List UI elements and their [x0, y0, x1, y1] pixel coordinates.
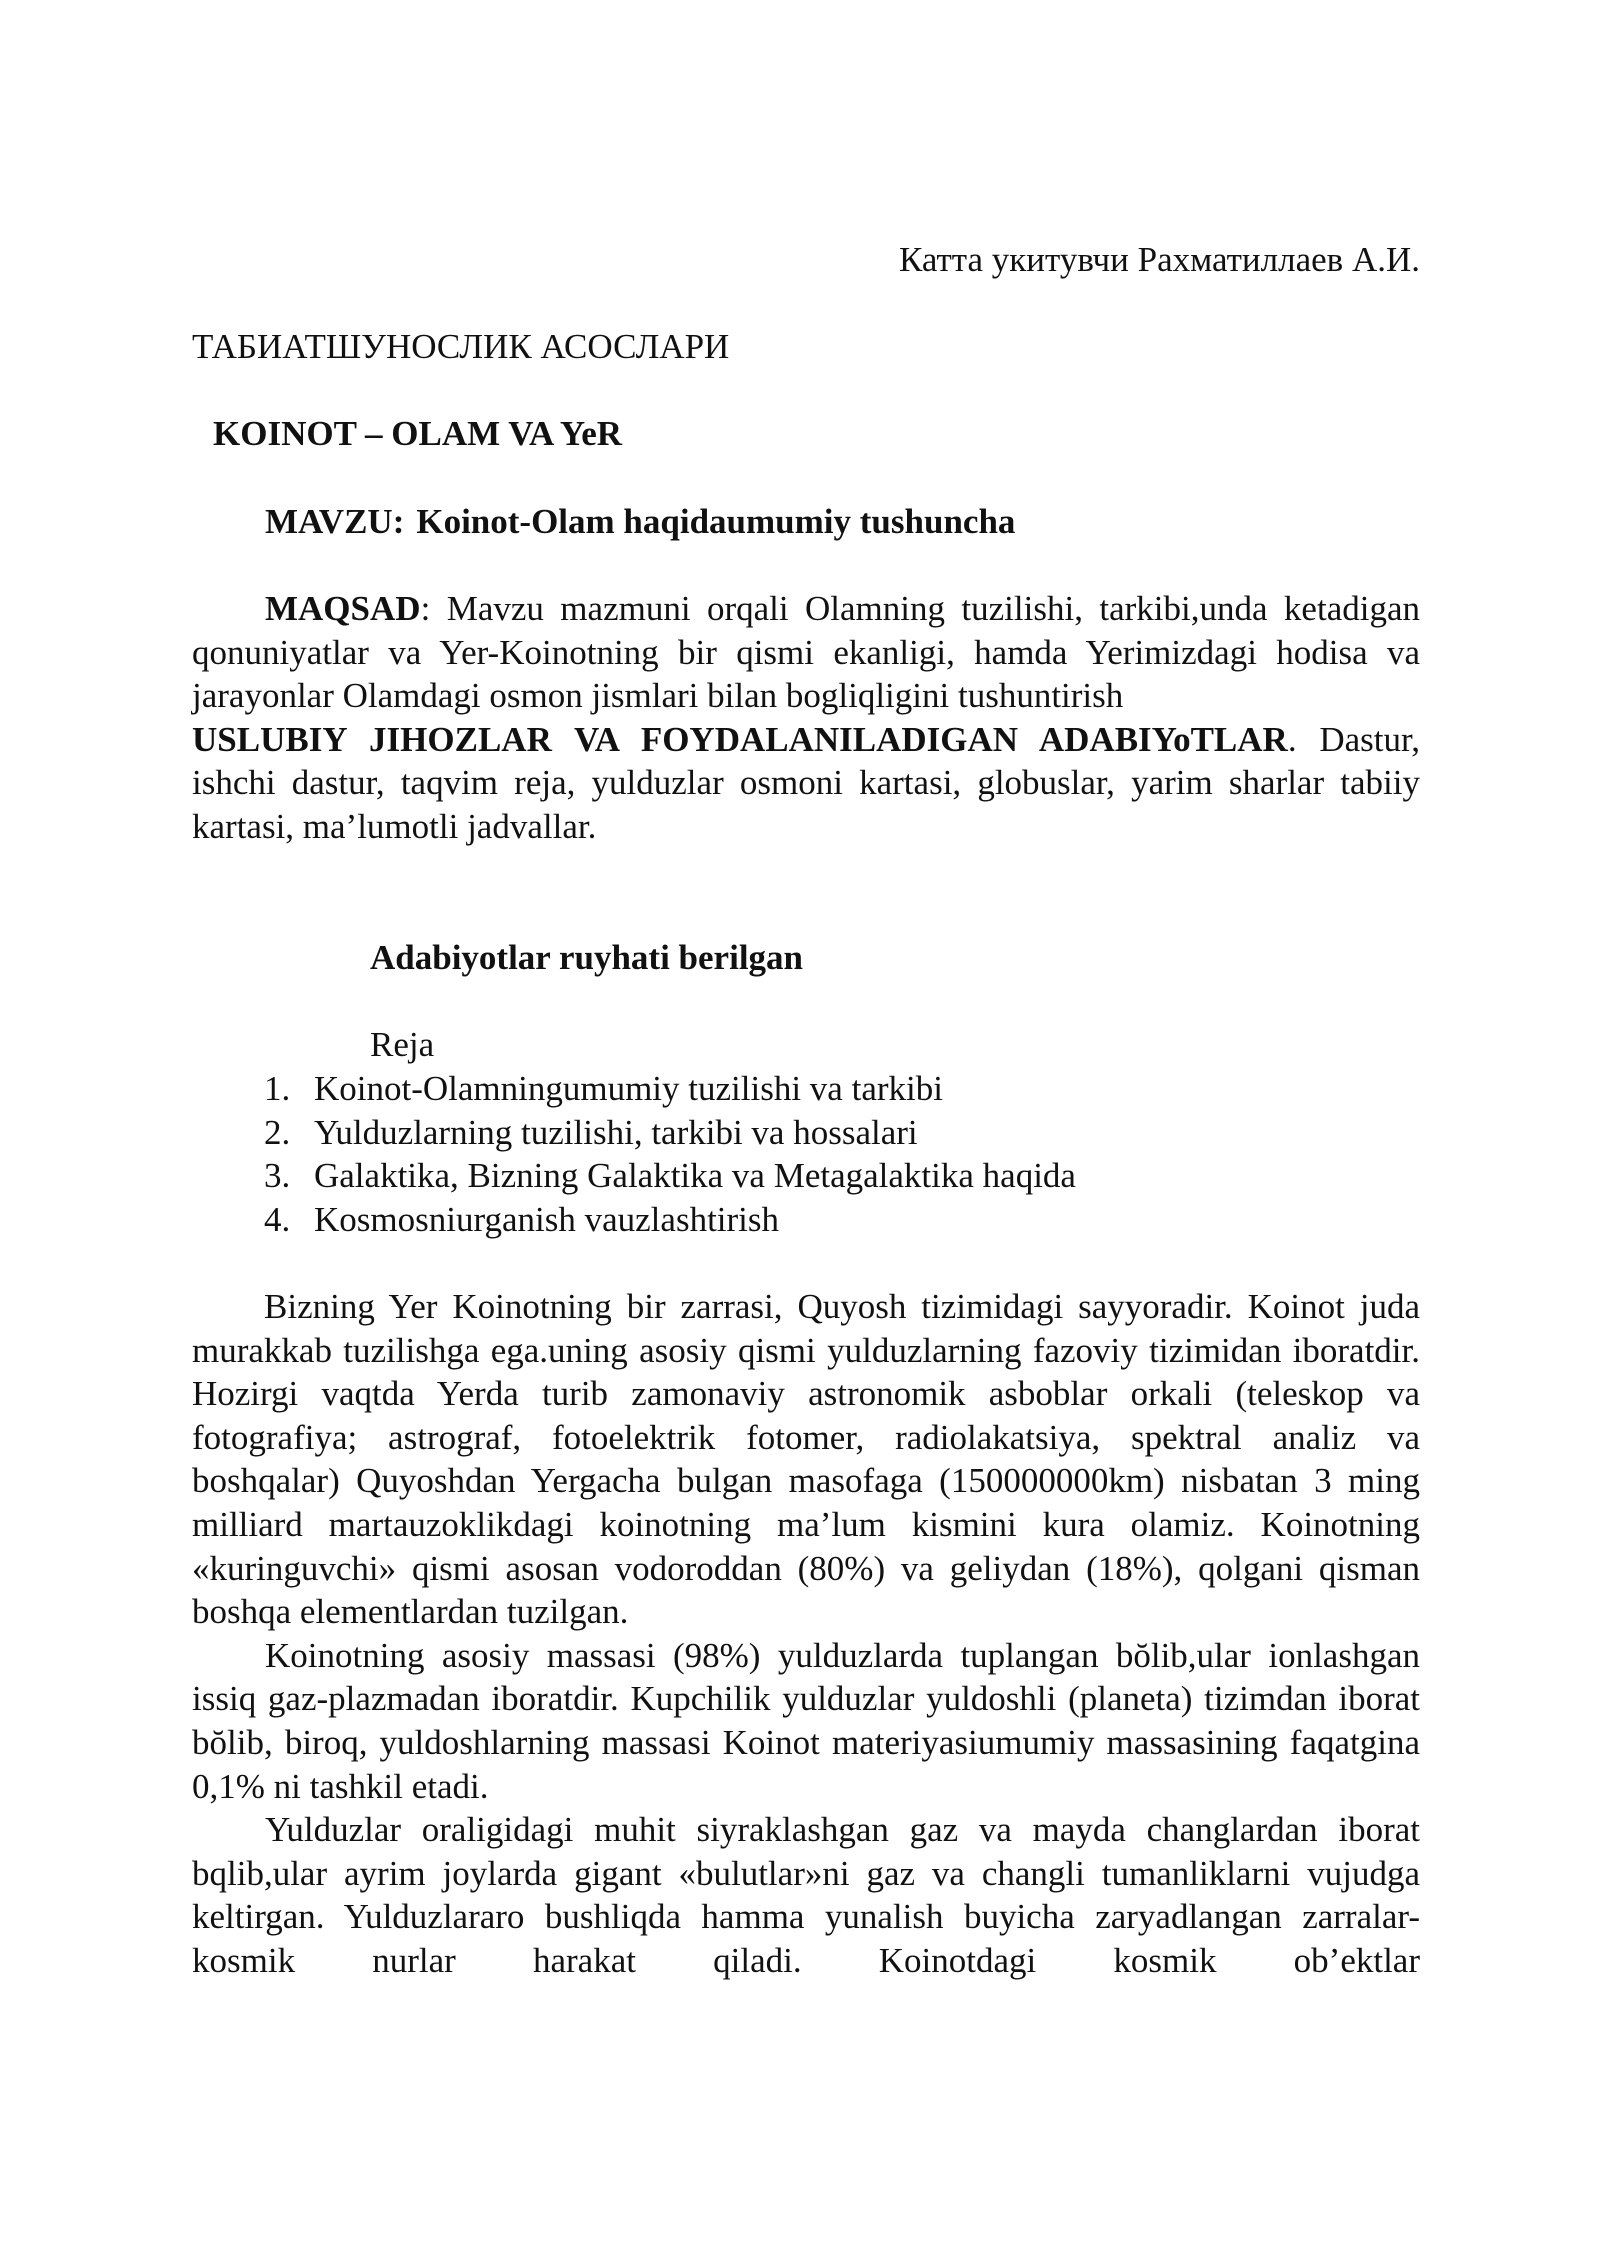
body-paragraph-2: Koinotning asosiy massasi (98%) yulduzlarda tuplangan bŏlib,ular ionlashgan issiq gaz-plazmadan iboratdir. Kupchilik yulduzlar yuldoshli (planeta) tizimdan iborat bŏlib, biroq, yuldoshlarning massasi Koinot materiyasiumumiy massasining faqatgina 0,1% ni tashkil etadi. [192, 1635, 1420, 1806]
plan-list [192, 1067, 1076, 1241]
equipment-label: USLUBIY JIHOZLAR VA FOYDALANILADIGAN ADABIYoTLAR [192, 719, 1288, 759]
body-paragraph-1: Bizning Yer Koinotning bir zarrasi, Quyosh tizimidagi sayyoradir. Koinot juda murakkab tuzilishga ega.uning asosiy qismi yulduzlarning fazoviy tizimidan iboratdir. Hozirgi vaqtda Yerda turib zamonaviy astronomik asboblar orkali (teleskop va fotografiya; astrograf, fotoelektrik fotomer, radiolakatsiya, spektral analiz va boshqalar) Quyoshdan Yergacha bulgan masofaga (150000000km) nisbatan 3 ming milliard martauzoklikdagi koinotning ma’lum kismini kura olamiz. Koinotning «kuringuvchi» qismi asosan vodoroddan (80%) va geliydan (18%), qolgani qisman boshqa elementlardan tuzilgan. [192, 1287, 1420, 1632]
subject-title: ТАБИАТШУНОСЛИК АСОСЛАРИ [192, 327, 730, 366]
plan-item [192, 1111, 1076, 1155]
body-paragraph-3: Yulduzlar oraligidagi muhit siyraklashgan gaz va mayda changlardan iborat bqlib,ular ayrim joylarda gigant «bulutlar»ni gaz va changli tumanliklarni vujudga keltirgan. Yulduzlararo bushliqda hamma yunalish buyicha zaryadlangan zarralar-kosmik nurlar harakat qiladi. Koinotdagi kosmik ob’ektlar [192, 1810, 1420, 1980]
plan-item-number: 3. [264, 1156, 291, 1196]
topic-text: Koinot-Olam haqidaumumiy tushuncha [416, 502, 1016, 541]
purpose-section [192, 587, 1420, 849]
chapter-title: KOINOT – OLAM VA YeR [213, 414, 623, 453]
plan-item-number: 4. [264, 1199, 291, 1239]
equipment-text: . Dastur, ishchi dastur, taqvim reja, yulduzlar osmoni kartasi, globuslar, yarim sharlar tabiiy kartasi, ma’lumotli jadvallar. [192, 719, 1420, 846]
equipment-paragraph [192, 718, 1420, 849]
plan-item-number: 2. [264, 1112, 291, 1152]
plan-title: Reja [370, 1025, 435, 1064]
plan-item [192, 1154, 1076, 1198]
topic-line [265, 500, 1015, 544]
literature-heading: Adabiyotlar ruyhati berilgan [370, 938, 804, 977]
purpose-label: MAQSAD [265, 589, 421, 628]
plan-item-text: Koinot-Olamningumumiy tuzilishi va tarkibi [314, 1069, 943, 1108]
body-text [192, 1285, 1420, 1983]
plan-item-text: Kosmosniurganish vauzlashtirish [314, 1199, 780, 1239]
plan-item-number: 1. [264, 1069, 291, 1108]
plan-item-text: Yulduzlarning tuzilishi, tarkibi va hossalari [314, 1112, 918, 1152]
purpose-text: : Mavzu mazmuni orqali Olamning tuzilishi, tarkibi,unda ketadigan qonuniyatlar va Yer-Koinotning bir qismi ekanligi, hamda Yerimizdagi hodisa va jarayonlar Olamdagi osmon jismlari bilan bogliqligini tushuntirish [192, 589, 1420, 716]
purpose-paragraph [192, 587, 1420, 718]
topic-label: MAVZU: [265, 502, 405, 541]
author-line: Катта укитувчи Рахматиллаев А.И. [898, 240, 1420, 279]
plan-item-text: Galaktika, Bizning Galaktika va Metagalaktika haqida [314, 1156, 1076, 1196]
plan-item [192, 1067, 1076, 1111]
plan-item [192, 1198, 1076, 1242]
